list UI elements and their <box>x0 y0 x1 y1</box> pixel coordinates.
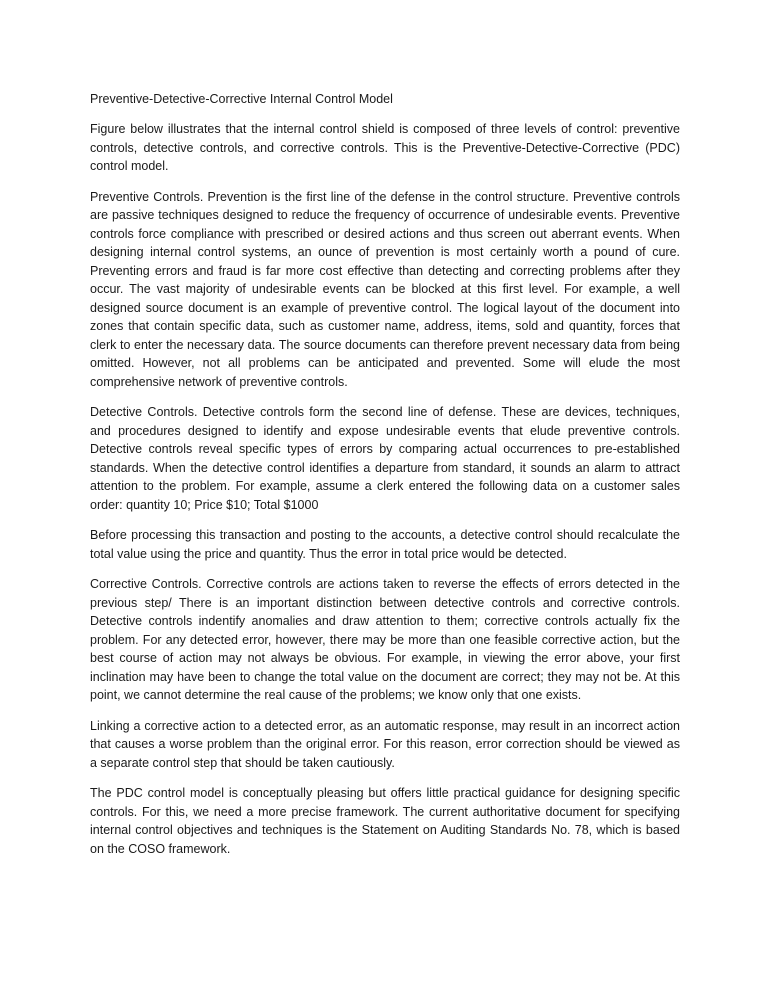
paragraph-detective-example: Before processing this transaction and posting to the accounts, a detective control should recalculate the total value using the price and quantity. Thus the error in total price would be detected. <box>90 528 680 561</box>
paragraph-detective-controls: Detective Controls. Detective controls form the second line of defense. These are devices, techniques, and procedures designed to identify and expose undesirable events that elude preventive controls. Detective controls reveal specific types of errors by comparing actual occurrences to pre-established standards. When the detective control identifies a departure from standard, it sounds an alarm to attract attention to the problem. For example, assume a clerk entered the following data on a customer sales order: quantity 10; Price $10; Total $1000 <box>90 405 680 512</box>
paragraph-corrective-linking: Linking a corrective action to a detected error, as an automatic response, may result in an incorrect action that causes a worse problem than the original error. For this reason, error correction should be viewed as a separate control step that should be taken cautiously. <box>90 718 680 770</box>
paragraph-intro: Figure below illustrates that the internal control shield is composed of three levels of control: preventive controls, detective controls, and corrective controls. This is the Preventive-Detective-Corrective (PDC) control model. <box>90 122 680 173</box>
document-page <box>90 90 680 870</box>
paragraph-preventive-controls: Preventive Controls. Prevention is the first line of the defense in the control structure. Preventive controls are passive techniques designed to reduce the frequency of occurrence of undesirable events. Preventive controls force compliance with prescribed or desired actions and thus screen out aberrant events. When designing internal control systems, an ounce of prevention is most certainly worth a pound of cure. Preventing errors and fraud is far more cost effective than detecting and correcting problems after they occur. The vast majority of undesirable events can be blocked at this first level. For example, a well designed source document is an example of preventive control. The logical layout of the document into zones that contain specific data, such as customer name, address, items, sold and quantity, forces that clerk to enter the necessary data. The source documents can therefore prevent necessary data from being omitted. However, not all problems can be anticipated and prevented. Some will elude the most comprehensive network of preventive controls. <box>90 189 680 389</box>
paragraph-pdc-conclusion: The PDC control model is conceptually pleasing but offers little practical guidance for designing specific controls. For this, we need a more precise framework. The current authoritative document for specifying internal control objectives and techniques is the Statement on Auditing Standards No. 78, which is based on the COSO framework. <box>90 786 680 856</box>
document-title: Preventive-Detective-Corrective Internal Control Model <box>90 92 393 106</box>
paragraph-corrective-controls: Corrective Controls. Corrective controls are actions taken to reverse the effects of errors detected in the previous step/ There is an important distinction between detective controls and corrective controls. Detective controls indentify anomalies and draw attention to them; corrective controls actually fix the problem. For any detected error, however, there may be more than one feasible corrective action, but the best course of action may not always be obvious. For example, in viewing the error above, your first inclination may have been to change the total value on the document are correct; they may not be. At this point, we cannot determine the real cause of the problems; we know only that one exists. <box>90 577 680 702</box>
